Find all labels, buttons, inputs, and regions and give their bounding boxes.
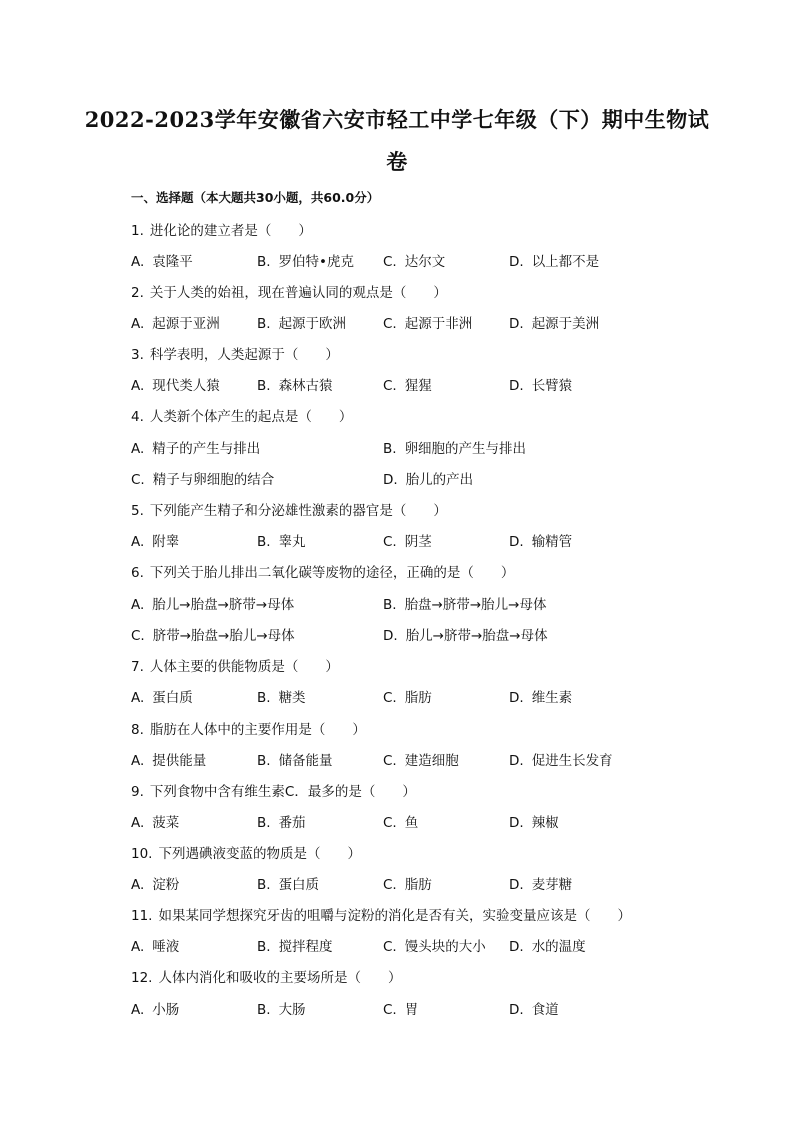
option-b	[257, 530, 306, 550]
option-letter: C.	[383, 378, 397, 394]
option-d	[509, 998, 559, 1018]
option-a	[131, 437, 260, 457]
question-number: 6.	[131, 565, 144, 581]
option-letter: A.	[131, 877, 145, 893]
question-number: 12.	[131, 970, 153, 986]
option-letter: C.	[383, 815, 397, 831]
option-letter: B.	[257, 534, 271, 550]
option-text: 卵细胞的产生与排出	[404, 441, 527, 457]
option-letter: A.	[131, 690, 145, 706]
option-letter: C.	[383, 877, 397, 893]
option-letter: A.	[131, 815, 145, 831]
option-letter: D.	[509, 815, 524, 831]
option-text: 输精管	[531, 534, 573, 550]
option-text: 鱼	[404, 815, 419, 831]
question-number: 2.	[131, 285, 144, 301]
option-letter: D.	[509, 378, 524, 394]
option-text: 提供能量	[152, 753, 207, 769]
option-d	[509, 374, 572, 394]
option-a	[131, 374, 220, 394]
option-text: 精子的产生与排出	[152, 441, 261, 457]
option-letter: D.	[509, 690, 524, 706]
option-a	[131, 811, 179, 831]
option-text: 猩猩	[404, 378, 432, 394]
option-text: 搅拌程度	[278, 939, 333, 955]
option-b	[257, 374, 333, 394]
option-d	[509, 250, 599, 270]
option-text: 罗伯特•虎克	[278, 254, 355, 270]
option-a	[131, 873, 179, 893]
option-c	[383, 312, 472, 332]
question-text: 下列关于胎儿排出二氧化碳等废物的途径，正确的是（ ）	[149, 565, 515, 581]
option-d	[509, 312, 599, 332]
option-d	[509, 749, 613, 769]
option-text: 小肠	[152, 1002, 180, 1018]
option-b	[257, 935, 333, 955]
option-text: 水的温度	[531, 939, 586, 955]
option-a	[131, 250, 193, 270]
option-text: 以上都不是	[531, 254, 600, 270]
option-c	[383, 686, 432, 706]
question-text: 人体内消化和吸收的主要场所是（ ）	[158, 970, 402, 986]
option-letter: D.	[509, 1002, 524, 1018]
option-text: 脐带→胎盘→胎儿→母体	[152, 628, 295, 644]
question-text: 科学表明，人类起源于（ ）	[149, 347, 339, 363]
option-letter: B.	[257, 877, 271, 893]
question-number: 5.	[131, 503, 144, 519]
option-c	[383, 811, 418, 831]
option-d	[509, 873, 572, 893]
option-text: 蛋白质	[278, 877, 320, 893]
option-letter: C.	[383, 254, 397, 270]
option-b	[383, 437, 526, 457]
option-text: 精子与卵细胞的结合	[152, 472, 275, 488]
option-letter: B.	[257, 939, 271, 955]
option-text: 大肠	[278, 1002, 306, 1018]
option-c	[383, 873, 432, 893]
option-letter: B.	[257, 690, 271, 706]
option-text: 促进生长发育	[531, 753, 613, 769]
option-text: 附睾	[152, 534, 180, 550]
option-letter: B.	[257, 254, 271, 270]
option-a	[131, 593, 294, 613]
option-text: 森林古猿	[278, 378, 333, 394]
option-text: 辣椒	[531, 815, 559, 831]
question-6	[131, 561, 514, 581]
question-9	[131, 780, 416, 800]
option-c	[383, 374, 432, 394]
option-c	[383, 935, 486, 955]
option-text: 起源于欧洲	[278, 316, 347, 332]
option-text: 胎儿→脐带→胎盘→母体	[405, 628, 548, 644]
option-d	[509, 686, 572, 706]
option-letter: A.	[131, 597, 145, 613]
option-letter: A.	[131, 534, 145, 550]
option-text: 袁隆平	[152, 254, 193, 270]
option-letter: D.	[509, 254, 524, 270]
option-letter: B.	[383, 441, 397, 457]
question-number: 11.	[131, 908, 153, 924]
option-b	[257, 686, 306, 706]
option-b	[257, 998, 306, 1018]
question-4	[131, 405, 352, 425]
option-letter: A.	[131, 316, 145, 332]
question-5	[131, 499, 447, 519]
option-letter: D.	[509, 753, 524, 769]
option-letter: D.	[509, 316, 524, 332]
option-c	[383, 749, 459, 769]
option-letter: C.	[383, 690, 397, 706]
option-text: 建造细胞	[404, 753, 459, 769]
option-b	[257, 250, 354, 270]
question-8	[131, 718, 366, 738]
option-letter: D.	[509, 939, 524, 955]
option-d	[509, 530, 572, 550]
question-number: 10.	[131, 846, 153, 862]
option-letter: A.	[131, 939, 145, 955]
question-10	[131, 842, 361, 862]
question-number: 3.	[131, 347, 144, 363]
option-text: 起源于亚洲	[152, 316, 220, 332]
question-text: 下列食物中含有维生素C．最多的是（ ）	[149, 784, 416, 800]
option-letter: C.	[131, 472, 145, 488]
option-text: 起源于美洲	[531, 316, 600, 332]
option-d	[383, 624, 548, 644]
question-text: 脂肪在人体中的主要作用是（ ）	[149, 722, 366, 738]
option-c	[131, 468, 274, 488]
section-heading: 一、选择题（本大题共30小题，共60.0分）	[131, 190, 380, 205]
option-letter: B.	[257, 753, 271, 769]
option-text: 菠菜	[152, 815, 180, 831]
option-text: 蛋白质	[152, 690, 193, 706]
question-number: 4.	[131, 409, 144, 425]
question-text: 下列能产生精子和分泌雄性激素的器官是（ ）	[149, 503, 447, 519]
option-letter: B.	[257, 316, 271, 332]
option-text: 储备能量	[278, 753, 333, 769]
question-text: 进化论的建立者是（ ）	[149, 223, 312, 239]
question-3	[131, 343, 339, 363]
option-b	[257, 312, 346, 332]
option-letter: B.	[257, 378, 271, 394]
question-number: 9.	[131, 784, 144, 800]
option-text: 脂肪	[404, 690, 432, 706]
option-letter: C.	[383, 939, 397, 955]
option-text: 阴茎	[404, 534, 432, 550]
option-letter: C.	[383, 1002, 397, 1018]
option-text: 达尔文	[404, 254, 446, 270]
question-number: 1.	[131, 223, 144, 239]
option-c	[383, 998, 418, 1018]
option-d	[383, 468, 473, 488]
question-2	[131, 281, 447, 301]
option-c	[131, 624, 295, 644]
option-c	[383, 250, 445, 270]
option-letter: C.	[131, 628, 145, 644]
option-a	[131, 749, 206, 769]
question-11	[131, 904, 631, 924]
option-letter: A.	[131, 753, 145, 769]
question-number: 7.	[131, 659, 144, 675]
option-text: 脂肪	[404, 877, 432, 893]
option-a	[131, 312, 220, 332]
option-text: 胎儿→胎盘→脐带→母体	[152, 597, 295, 613]
option-text: 维生素	[531, 690, 573, 706]
page-title-line-1: 2022-2023学年安徽省六安市轻工中学七年级（下）期中生物试	[84, 107, 710, 132]
option-a	[131, 530, 179, 550]
question-7	[131, 655, 339, 675]
option-letter: D.	[383, 472, 398, 488]
option-text: 糖类	[278, 690, 306, 706]
option-b	[257, 749, 333, 769]
question-text: 下列遇碘液变蓝的物质是（ ）	[158, 846, 361, 862]
option-d	[509, 935, 586, 955]
option-text: 食道	[531, 1002, 559, 1018]
question-text: 如果某同学想探究牙齿的咀嚼与淀粉的消化是否有关，实验变量应该是（ ）	[158, 908, 631, 924]
question-12	[131, 966, 401, 986]
page-title-line-2: 卷	[386, 149, 408, 174]
option-text: 番茄	[278, 815, 306, 831]
option-letter: D.	[383, 628, 398, 644]
option-a	[131, 686, 193, 706]
option-text: 胃	[404, 1002, 419, 1018]
option-letter: A.	[131, 1002, 145, 1018]
question-text: 人体主要的供能物质是（ ）	[149, 659, 339, 675]
option-text: 唾液	[152, 939, 180, 955]
option-b	[383, 593, 547, 613]
option-letter: A.	[131, 441, 145, 457]
option-a	[131, 935, 179, 955]
option-text: 馒头块的大小	[404, 939, 486, 955]
option-letter: D.	[509, 534, 524, 550]
option-b	[257, 811, 306, 831]
option-text: 起源于非洲	[404, 316, 473, 332]
question-1	[131, 219, 312, 239]
option-text: 长臂猿	[531, 378, 573, 394]
option-b	[257, 873, 319, 893]
option-letter: A.	[131, 254, 145, 270]
option-text: 睾丸	[278, 534, 306, 550]
option-letter: B.	[257, 815, 271, 831]
option-letter: D.	[509, 877, 524, 893]
question-text: 人类新个体产生的起点是（ ）	[149, 409, 353, 425]
option-text: 胎儿的产出	[405, 472, 474, 488]
option-text: 麦芽糖	[531, 877, 573, 893]
option-letter: B.	[257, 1002, 271, 1018]
question-number: 8.	[131, 722, 144, 738]
option-letter: C.	[383, 534, 397, 550]
option-letter: B.	[383, 597, 397, 613]
option-text: 现代类人猿	[152, 378, 220, 394]
option-c	[383, 530, 432, 550]
option-letter: C.	[383, 753, 397, 769]
option-text: 淀粉	[152, 877, 180, 893]
question-text: 关于人类的始祖，现在普遍认同的观点是（ ）	[149, 285, 447, 301]
option-text: 胎盘→脐带→胎儿→母体	[404, 597, 547, 613]
option-letter: C.	[383, 316, 397, 332]
option-d	[509, 811, 559, 831]
option-letter: A.	[131, 378, 145, 394]
option-a	[131, 998, 179, 1018]
